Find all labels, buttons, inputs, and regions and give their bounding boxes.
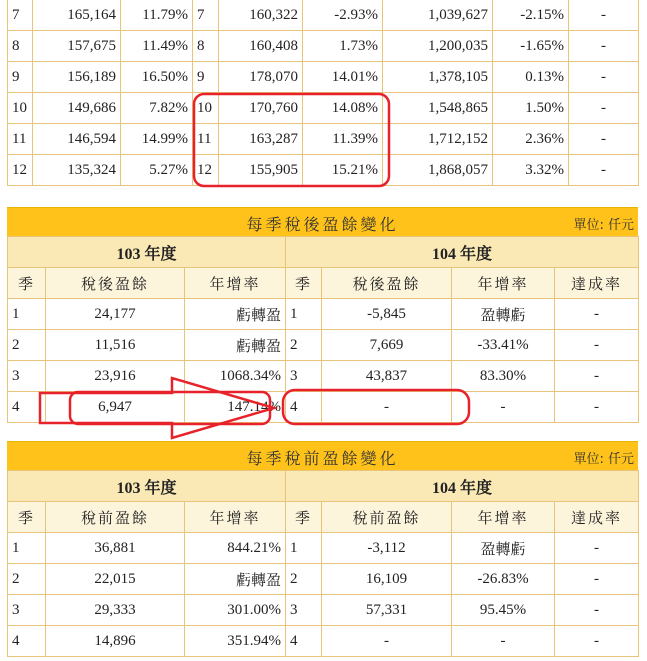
table-cell: - bbox=[569, 124, 639, 155]
table-cell: 1068.34% bbox=[185, 361, 286, 392]
table-cell: 7 bbox=[8, 0, 33, 31]
column-header: 稅後盈餘 bbox=[46, 268, 185, 299]
table-cell: 23,916 bbox=[46, 361, 185, 392]
table-cell: 3 bbox=[8, 361, 46, 392]
table-cell: 155,905 bbox=[219, 155, 303, 186]
table-cell: - bbox=[569, 62, 639, 93]
table-cell: 1,039,627 bbox=[383, 0, 493, 31]
monthly-revenue-table bbox=[7, 0, 639, 186]
table-row bbox=[8, 330, 639, 361]
table-cell: 12 bbox=[8, 155, 33, 186]
table-cell: - bbox=[555, 299, 639, 330]
after-tax-title: 每季稅後盈餘變化 bbox=[246, 215, 399, 234]
table-cell: - bbox=[569, 155, 639, 186]
table-cell: 147.14% bbox=[185, 392, 286, 423]
after-tax-year-104: 104 年度 bbox=[286, 237, 639, 268]
table-cell: 0.13% bbox=[493, 62, 569, 93]
pre-tax-title-bar bbox=[7, 441, 638, 471]
column-header: 季 bbox=[8, 268, 46, 299]
table-cell: 1,712,152 bbox=[383, 124, 493, 155]
table-cell: - bbox=[569, 93, 639, 124]
table-cell: 146,594 bbox=[33, 124, 121, 155]
table-cell: 156,189 bbox=[33, 62, 121, 93]
table-cell: -3,112 bbox=[322, 533, 452, 564]
table-cell: 2 bbox=[286, 330, 322, 361]
table-cell: 5.27% bbox=[121, 155, 193, 186]
table-cell: -2.15% bbox=[493, 0, 569, 31]
table-cell: 29,333 bbox=[46, 595, 185, 626]
table-cell: 83.30% bbox=[452, 361, 555, 392]
table-cell: - bbox=[322, 626, 452, 657]
table-cell: - bbox=[569, 31, 639, 62]
table-cell: 11.49% bbox=[121, 31, 193, 62]
after-tax-unit: 單位: 仟元 bbox=[573, 218, 634, 233]
table-cell: 57,331 bbox=[322, 595, 452, 626]
table-cell: - bbox=[555, 361, 639, 392]
table-row bbox=[8, 361, 639, 392]
column-header: 達成率 bbox=[555, 268, 639, 299]
table-cell: 7 bbox=[193, 0, 219, 31]
table-cell: 1,200,035 bbox=[383, 31, 493, 62]
table-cell: 2 bbox=[8, 564, 46, 595]
table-cell: 1,548,865 bbox=[383, 93, 493, 124]
table-row bbox=[8, 533, 639, 564]
table-cell: 11 bbox=[8, 124, 33, 155]
column-header: 年增率 bbox=[452, 268, 555, 299]
table-cell: 虧轉盈 bbox=[185, 299, 286, 330]
table-row bbox=[8, 93, 639, 124]
column-header: 季 bbox=[286, 502, 322, 533]
table-cell: 3 bbox=[286, 595, 322, 626]
table-cell: 22,015 bbox=[46, 564, 185, 595]
table-row bbox=[8, 0, 639, 31]
table-row bbox=[8, 31, 639, 62]
pre-tax-year-103: 103 年度 bbox=[8, 471, 286, 502]
table-cell: 1 bbox=[286, 299, 322, 330]
table-cell: 9 bbox=[8, 62, 33, 93]
table-cell: 14.99% bbox=[121, 124, 193, 155]
table-cell: 4 bbox=[8, 392, 46, 423]
after-tax-header-row bbox=[8, 268, 639, 299]
table-cell: 14.08% bbox=[303, 93, 383, 124]
table-cell: 盈轉虧 bbox=[452, 533, 555, 564]
table-cell: 95.45% bbox=[452, 595, 555, 626]
table-cell: 301.00% bbox=[185, 595, 286, 626]
table-cell: 24,177 bbox=[46, 299, 185, 330]
table-cell: 163,287 bbox=[219, 124, 303, 155]
column-header: 稅前盈餘 bbox=[322, 502, 452, 533]
table-cell: 160,322 bbox=[219, 0, 303, 31]
after-tax-year-row bbox=[8, 237, 639, 268]
table-cell: 3 bbox=[8, 595, 46, 626]
table-cell: 149,686 bbox=[33, 93, 121, 124]
table-cell: 1,378,105 bbox=[383, 62, 493, 93]
table-cell: 3.32% bbox=[493, 155, 569, 186]
table-cell: -2.93% bbox=[303, 0, 383, 31]
table-cell: - bbox=[555, 392, 639, 423]
table-cell: - bbox=[569, 0, 639, 31]
table-cell: 1 bbox=[286, 533, 322, 564]
table-cell: 43,837 bbox=[322, 361, 452, 392]
table-cell: 9 bbox=[193, 62, 219, 93]
column-header: 年增率 bbox=[452, 502, 555, 533]
table-cell: 178,070 bbox=[219, 62, 303, 93]
table-cell: -33.41% bbox=[452, 330, 555, 361]
table-row bbox=[8, 626, 639, 657]
table-cell: - bbox=[555, 564, 639, 595]
table-row bbox=[8, 595, 639, 626]
table-cell: - bbox=[555, 626, 639, 657]
table-cell: - bbox=[452, 626, 555, 657]
table-cell: -1.65% bbox=[493, 31, 569, 62]
after-tax-year-103: 103 年度 bbox=[8, 237, 286, 268]
table-cell: 4 bbox=[286, 392, 322, 423]
table-row bbox=[8, 62, 639, 93]
table-cell: 844.21% bbox=[185, 533, 286, 564]
pre-tax-year-104: 104 年度 bbox=[286, 471, 639, 502]
table-cell: - bbox=[322, 392, 452, 423]
table-cell: 4 bbox=[8, 626, 46, 657]
table-cell: 1 bbox=[8, 299, 46, 330]
table-row bbox=[8, 392, 639, 423]
table-cell: 1,868,057 bbox=[383, 155, 493, 186]
table-cell: 11.79% bbox=[121, 0, 193, 31]
table-cell: 157,675 bbox=[33, 31, 121, 62]
table-cell: 虧轉盈 bbox=[185, 564, 286, 595]
table-cell: 10 bbox=[193, 93, 219, 124]
table-cell: 2 bbox=[286, 564, 322, 595]
column-header: 季 bbox=[8, 502, 46, 533]
after-tax-title-bar bbox=[7, 207, 638, 237]
table-cell: 7.82% bbox=[121, 93, 193, 124]
table-cell: 11 bbox=[193, 124, 219, 155]
table-row bbox=[8, 155, 639, 186]
table-row bbox=[8, 124, 639, 155]
table-cell: 1.50% bbox=[493, 93, 569, 124]
table-cell: -26.83% bbox=[452, 564, 555, 595]
table-row bbox=[8, 299, 639, 330]
table-cell: 36,881 bbox=[46, 533, 185, 564]
table-cell: 6,947 bbox=[46, 392, 185, 423]
table-cell: 1.73% bbox=[303, 31, 383, 62]
table-cell: -5,845 bbox=[322, 299, 452, 330]
table-cell: 16,109 bbox=[322, 564, 452, 595]
table-cell: 7,669 bbox=[322, 330, 452, 361]
table-cell: 2 bbox=[8, 330, 46, 361]
table-cell: 14,896 bbox=[46, 626, 185, 657]
table-cell: 14.01% bbox=[303, 62, 383, 93]
table-cell: 2.36% bbox=[493, 124, 569, 155]
table-cell: 3 bbox=[286, 361, 322, 392]
table-cell: 虧轉盈 bbox=[185, 330, 286, 361]
table-cell: 170,760 bbox=[219, 93, 303, 124]
table-cell: 12 bbox=[193, 155, 219, 186]
table-cell: 16.50% bbox=[121, 62, 193, 93]
table-cell: 351.94% bbox=[185, 626, 286, 657]
table-cell: - bbox=[555, 533, 639, 564]
column-header: 季 bbox=[286, 268, 322, 299]
pre-tax-title: 每季稅前盈餘變化 bbox=[246, 449, 399, 468]
column-header: 稅後盈餘 bbox=[322, 268, 452, 299]
table-cell: 1 bbox=[8, 533, 46, 564]
column-header: 達成率 bbox=[555, 502, 639, 533]
pre-tax-header-row bbox=[8, 502, 639, 533]
table-cell: 11,516 bbox=[46, 330, 185, 361]
table-cell: 8 bbox=[8, 31, 33, 62]
table-cell: 160,408 bbox=[219, 31, 303, 62]
table-cell: - bbox=[555, 330, 639, 361]
table-cell: 135,324 bbox=[33, 155, 121, 186]
table-cell: 165,164 bbox=[33, 0, 121, 31]
table-cell: - bbox=[452, 392, 555, 423]
column-header: 稅前盈餘 bbox=[46, 502, 185, 533]
after-tax-table bbox=[7, 236, 639, 423]
pre-tax-year-row bbox=[8, 471, 639, 502]
pre-tax-table bbox=[7, 470, 639, 657]
table-cell: 8 bbox=[193, 31, 219, 62]
column-header: 年增率 bbox=[185, 502, 286, 533]
table-cell: - bbox=[555, 595, 639, 626]
table-cell: 11.39% bbox=[303, 124, 383, 155]
table-cell: 15.21% bbox=[303, 155, 383, 186]
pre-tax-unit: 單位: 仟元 bbox=[573, 452, 634, 467]
table-cell: 盈轉虧 bbox=[452, 299, 555, 330]
table-row bbox=[8, 564, 639, 595]
table-cell: 4 bbox=[286, 626, 322, 657]
column-header: 年增率 bbox=[185, 268, 286, 299]
table-cell: 10 bbox=[8, 93, 33, 124]
